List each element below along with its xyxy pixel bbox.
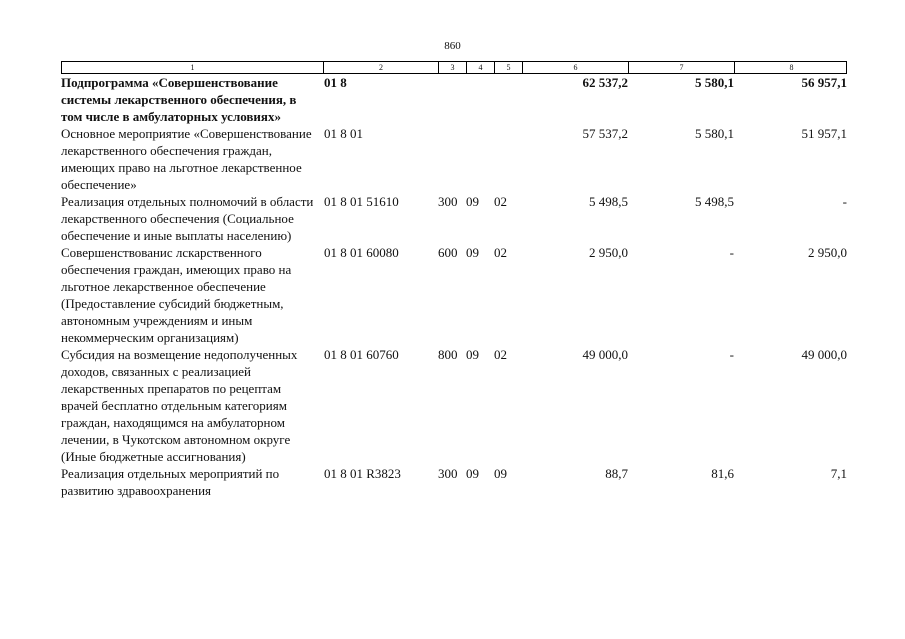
row-value-8: 56 957,1: [801, 75, 847, 90]
row-col-5: 02: [494, 245, 507, 260]
row-value-6: 49 000,0: [582, 347, 628, 362]
row-name: Реализация отдельных мероприятий по развитию здравоохранения: [61, 466, 280, 498]
row-col-4: 09: [466, 245, 479, 260]
row-name: Субсидия на возмещение недополученных доходов, связанных с реализацией лекарственных препаратов по рецептам врачей бесплатно отдельным категориям граждан, находящимся на амбулаторном лечении, в Чукотском автономном округе (Иные бюджетные ассигнования): [61, 347, 298, 464]
row-col-4: [466, 74, 494, 125]
row-col-4: [466, 125, 494, 193]
row-value-8: 7,1: [830, 466, 847, 481]
row-value-6: 88,7: [605, 466, 628, 481]
table-row: [61, 74, 847, 125]
row-code: 01 8 01 R3823: [324, 466, 401, 481]
row-value-6: 62 537,2: [582, 75, 628, 90]
row-value-8: 2 950,0: [808, 245, 847, 260]
row-value-8: 51 957,1: [801, 126, 847, 141]
row-value-7: -: [729, 347, 734, 362]
row-value-7: 5 580,1: [695, 75, 734, 90]
header-col-7: 7: [629, 62, 735, 74]
row-name: Совершенствованис лскарственного обеспечения граждан, имеющих право на льготное лекарственное обеспечение (Предоставление субсидий бюджетным, автономным учреждениям и иным некоммерческим организациям): [61, 245, 292, 345]
row-name: Основное мероприятие «Совершенствование лекарственного обеспечения граждан, имеющих право на льготное лекарственное обеспечение»: [61, 126, 312, 192]
row-col-5: [494, 125, 522, 193]
row-value-8: 49 000,0: [801, 347, 847, 362]
row-col-3: 800: [438, 347, 458, 362]
row-value-8: -: [842, 194, 847, 209]
row-value-6: 5 498,5: [589, 194, 628, 209]
row-value-7: 5 498,5: [695, 194, 734, 209]
row-name: Реализация отдельных полномочий в области лекарственного обеспечения (Социальное обеспечение и иные выплаты населению): [61, 194, 314, 243]
row-col-5: 02: [494, 194, 507, 209]
table-body: [61, 74, 847, 499]
row-col-3: [438, 74, 466, 125]
row-col-4: 09: [466, 347, 479, 362]
row-value-7: -: [729, 245, 734, 260]
row-col-5: 09: [494, 466, 507, 481]
header-col-6: 6: [523, 62, 629, 74]
row-col-3: 300: [438, 466, 458, 481]
row-col-4: 09: [466, 466, 479, 481]
row-name: Подпрограмма «Совершенствование системы лекарственного обеспечения, в том числе в амбулаторных условиях»: [61, 75, 297, 124]
row-col-5: [494, 74, 522, 125]
row-value-6: 2 950,0: [589, 245, 628, 260]
row-col-3: 300: [438, 194, 458, 209]
row-col-4: 09: [466, 194, 479, 209]
header-col-2: 2: [324, 62, 439, 74]
page-number: 860: [444, 40, 461, 52]
row-col-3: [438, 125, 466, 193]
table-row: [61, 346, 847, 465]
table-row: [61, 193, 847, 244]
header-col-4: 4: [467, 62, 495, 74]
row-value-6: 57 537,2: [582, 126, 628, 141]
row-code: 01 8 01: [324, 126, 363, 141]
row-col-3: 600: [438, 245, 458, 260]
row-col-5: 02: [494, 347, 507, 362]
row-code: 01 8 01 60760: [324, 347, 399, 362]
row-value-7: 81,6: [711, 466, 734, 481]
budget-table: [61, 61, 847, 499]
table-row: [61, 244, 847, 346]
header-col-5: 5: [495, 62, 523, 74]
table-row: [61, 125, 847, 193]
header-col-8: 8: [789, 63, 794, 72]
header-col-3: 3: [439, 62, 467, 74]
table-header: [61, 61, 847, 74]
row-code: 01 8: [324, 75, 347, 90]
table-row: [61, 465, 847, 499]
row-code: 01 8 01 60080: [324, 245, 399, 260]
row-value-7: 5 580,1: [695, 126, 734, 141]
row-code: 01 8 01 51610: [324, 194, 399, 209]
header-col-1: 1: [62, 62, 324, 74]
